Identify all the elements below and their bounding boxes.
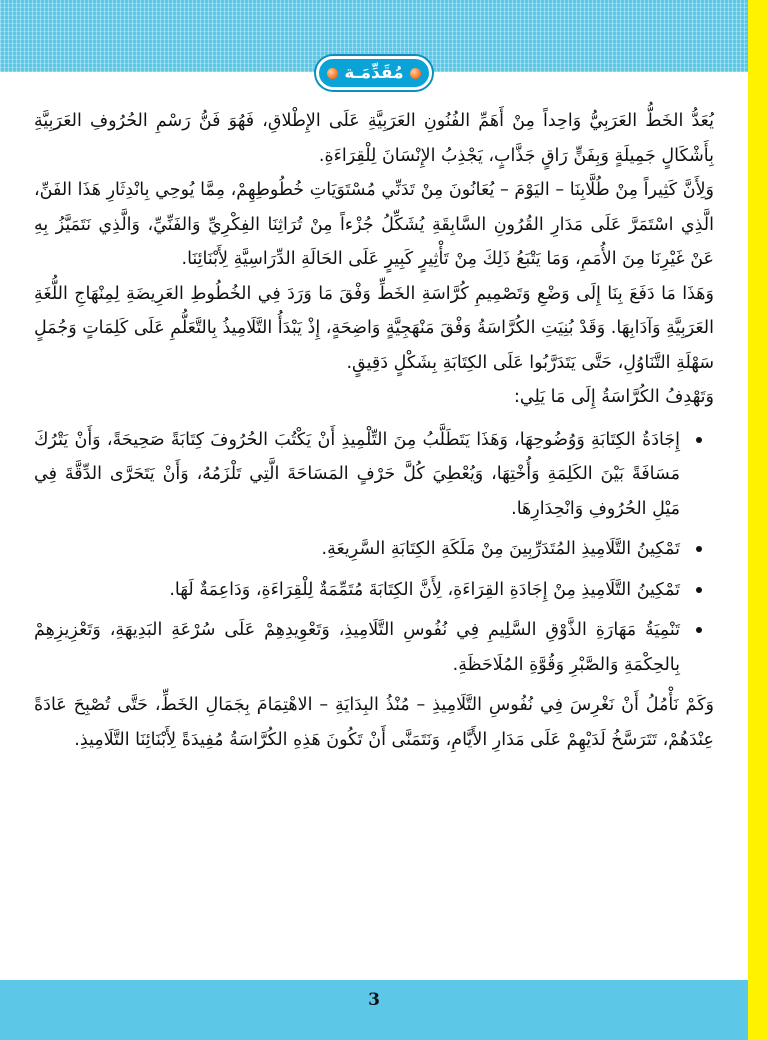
bullet-icon	[696, 546, 702, 552]
bullet-icon	[696, 437, 702, 443]
goal-text: إِجَادَةُ الكِتَابَةِ وَوُضُوحِهَا، وَهَذَا يَتَطَلَّبُ مِنَ التِّلْمِيذِ أَنْ يَكْتُبَ الحُرُوفَ كِتَابَةً صَحِيحَةً، وَأَنْ يَتْرُكَ مَسَافَةً بَيْنَ الكَلِمَةِ وَأُخْتِهَا، وَيُعْطِيَ كُلَّ حَرْفٍ المَسَاحَةَ الَّتِي تَلْزَمُهُ، وَأَنْ يَتَحَرَّى الدِّقَّةَ فِي مَيْلِ الحُرُوفِ وَانْحِدَارِهَا.	[34, 429, 680, 519]
introduction-body	[34, 104, 714, 757]
page-number: 3	[368, 990, 380, 1010]
section-title: مُقَدِّمَـة	[344, 63, 404, 83]
intro-paragraph-3: وَهَذَا مَا دَفَعَ بِنَا إِلَى وَضْعِ وَتَصْمِيمِ كُرَّاسَةِ الخَطِّ وَفْقَ مَا وَرَدَ فِي الخُطُوطِ العَرِيضَةِ لِمِنْهَاجِ اللُّغَةِ العَرَبِيَّةِ وَآدَابِهَا. وَقَدْ بُنِيَتِ الكُرَّاسَةُ وَفْقَ مَنْهَجِيَّةٍ وَاضِحَةٍ، إِذْ يَبْدَأُ التَّلَامِيذُ بِالتَّعَلُّمِ عَلَى كَلِمَاتٍ وَجُمَلٍ سَهْلَةِ التَّنَاوُلِ، حَتَّى يَتَدَرَّبُوا عَلَى الكِتَابَةِ بِشَكْلٍ دَقِيقٍ.	[34, 283, 714, 373]
goal-text: تَنْمِيَةُ مَهَارَةِ الذَّوْقِ السَّلِيمِ فِي نُفُوسِ التَّلَامِيذِ، وَتَعْوِيدِهِمْ عَلَى سُرْعَةِ البَدِيهَةِ، وَتَعْزِيزِهِمْ بِالحِكْمَةِ وَالصَّبْرِ وَقُوَّةِ المُلَاحَظَةِ.	[34, 620, 680, 675]
bullet-icon	[696, 627, 702, 633]
orange-dot-icon	[410, 68, 421, 79]
goal-text: تَمْكِينُ التَّلَامِيذِ المُتَدَرِّبِينَ مِنْ مَلَكَةِ الكِتَابَةِ السَّرِيعَةِ.	[321, 539, 680, 559]
intro-paragraph-2: وَلِأَنَّ كَثِيراً مِنْ طُلَّابِنَا – اليَوْمَ – يُعَانُونَ مِنْ تَدَنِّي مُسْتَوَيَاتِ خُطُوطِهِمْ، مِمَّا يُوحِي بِانْدِثَارِ هَذَا الفَنِّ، الَّذِي اسْتَمَرَّ عَلَى مَدَارِ القُرُونِ السَّابِقَةِ يُشَكِّلُ جُزْءاً مِنْ تُرَاثِنَا الفِكْرِيِّ وَالفَنِّيِّ، وَالَّذِي نَتَمَيَّزُ بِهِ عَنْ غَيْرِنَا مِنَ الأُمَمِ، وَمَا يَتْبَعُ ذَلِكَ مِنْ تَأْثِيرٍ كَبِيرٍ عَلَى الحَالَةِ الدِّرَاسِيَّةِ لِأَبْنَائِنَا.	[34, 180, 714, 269]
side-color-strip	[748, 0, 768, 1040]
bullet-icon	[696, 587, 702, 593]
intro-paragraph-1: يُعَدُّ الخَطُّ العَرَبِيُّ وَاحِداً مِنْ أَهَمِّ الفُنُونِ العَرَبِيَّةِ عَلَى الإِطْلاقِ، فَهُوَ فَنُّ رَسْمِ الحُرُوفِ العَرَبِيَّةِ بِأَشْكَالٍ جَمِيلَةٍ وَبِفَنٍّ رَاقٍ جَذَّابٍ، يَجْذِبُ الإِنْسَانَ لِلْقِرَاءَةِ.	[34, 111, 714, 166]
orange-dot-icon	[327, 68, 338, 79]
footer-band	[0, 980, 748, 1040]
section-title-badge	[316, 56, 432, 90]
list-item	[34, 573, 714, 608]
list-item	[34, 613, 714, 682]
goals-lead-in: وَتَهْدِفُ الكُرَّاسَةُ إِلَى مَا يَلِي:	[513, 387, 714, 407]
list-item	[34, 532, 714, 567]
goal-text: تَمْكِينُ التَّلَامِيذِ مِنْ إِجَادَةِ القِرَاءَةِ، لِأَنَّ الكِتَابَةَ مُتَمِّمَةٌ لِلْقِرَاءَةِ، وَدَاعِمَةٌ لَهَا.	[169, 579, 680, 600]
list-item	[34, 423, 714, 527]
closing-paragraph: وَكَمْ نَأْمُلُ أَنْ نَغْرِسَ فِي نُفُوسِ التَّلَامِيذِ – مُنْذُ البِدَايَةِ – الاهْتِمَامَ بِجَمَالِ الخَطِّ، حَتَّى تُصْبِحَ عَادَةً عِنْدَهُمْ، تَتَرَسَّخُ لَدَيْهِمْ عَلَى مَدَارِ الأَيَّامِ، وَنَتَمَنَّى أَنْ تَكُونَ هَذِهِ الكُرَّاسَةُ مُفِيدَةً لِأَبْنَائِنَا التَّلَامِيذِ.	[34, 695, 714, 750]
goals-list	[34, 423, 714, 683]
